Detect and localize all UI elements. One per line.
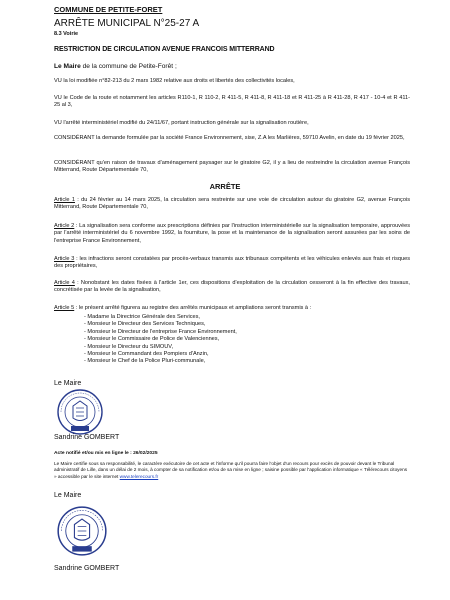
vu-paragraph-2: VU le Code de la route et notamment les articles R110-1, R 110-2, R 411-5, R 411-8, R 411-18 et R 411-25 à R 411-28, R 417 - 10-4 et R 411- 25 al 3, bbox=[54, 95, 410, 109]
ampliation-list bbox=[84, 314, 237, 366]
article-3: Article 3 : les infractions seront constatées par procès-verbaux transmis aux tribunaux compétents et les véhicules enlevés aux frais et risques des propriétaires, bbox=[54, 256, 410, 270]
considerant-paragraph-2: CONSIDÉRANT qu'en raison de travaux d'aménagement paysager sur le giratoire G2, il y a lieu de restreindre la circulation avenue François Mitterrand, Route Départementale 70, bbox=[54, 160, 410, 174]
article-4: Article 4 : Nonobstant les dates fixées à l'article 1er, ces dispositions d'exploitation de la circulation cesseront à la fin effective des travaux, concrétisée par la levée de la signalisation, bbox=[54, 280, 410, 294]
list-item: - Madame la Directrice Générale des Services, bbox=[84, 314, 200, 320]
signatory-name-1: Sandrine GOMBERT bbox=[54, 434, 120, 441]
signature-label-1: Le Maire bbox=[54, 380, 82, 387]
list-item: - Monsieur le Commandant des Pompiers d'Anzin, bbox=[84, 351, 209, 358]
article-5: Article 5 : le présent arrêté figurera au registre des arrêtés municipaux et ampliations seront transmis à : bbox=[54, 305, 312, 311]
list-item: - Monsieur le Directeur de l'entreprise France Environnement, bbox=[84, 328, 237, 335]
vu-paragraph-3: VU l'arrêté interministériel modifié du 24/11/67, portant instruction générale sur la signalisation routière, bbox=[54, 120, 309, 126]
vu-paragraph-1: VU la loi modifiée n°82-213 du 2 mars 1982 relative aux droits et libertés des collectivités locales, bbox=[54, 78, 295, 84]
telerecours-link[interactable]: www.telerecours.fr bbox=[119, 473, 159, 479]
considerant-paragraph-1: CONSIDÉRANT la demande formulée par la société France Environnement, sise, Z.A les Marlières, 59710 Avelin, en date du 19 février 2025, bbox=[54, 135, 405, 141]
signature-label-2: Le Maire bbox=[54, 492, 82, 499]
category-label: 8.3 Voirie bbox=[54, 31, 79, 37]
arrete-number: ARRÊTE MUNICIPAL N°25-27 A bbox=[54, 18, 200, 29]
list-item: - Monsieur le Commissaire de Police de Valenciennes, bbox=[84, 336, 220, 343]
signatory-name-2: Sandrine GOMBERT bbox=[54, 565, 120, 572]
document-title: RESTRICTION DE CIRCULATION AVENUE FRANCOIS MITTERRAND bbox=[54, 46, 275, 53]
list-item: - Monsieur le Directeur des Services Techniques, bbox=[84, 321, 206, 328]
maire-intro: Le Maire de la commune de Petite-Forêt ; bbox=[54, 63, 177, 70]
mairie-seal-icon bbox=[56, 505, 108, 557]
commune-name: COMMUNE DE PETITE-FORET bbox=[54, 5, 163, 14]
legal-notice: Le Maire certifie sous sa responsabilité, le caractère exécutoire de cet acte et l'informe qu'il pourra faire l'objet d'un recours pour excès de pouvoir devant le Tribunal administratif de Lille, dans un délai de 2 mois, à compter de sa notification et/ou de sa mise en ligne ; saisine possible par l'application informatique « Télérecours citoyens » accessible par le site internet www.telerecours.fr bbox=[54, 461, 408, 479]
mairie-seal-icon bbox=[56, 388, 104, 436]
article-2: Article 2 : La signalisation sera conforme aux prescriptions définies par l'instruction interministérielle sur la signalisation temporaire, approuvées par l'arrêté interministériel du 6 novembre 1992, la fourniture, la pose et la maintenance de la signalisation seront assurées par les soins de l'entreprise France Environnement, bbox=[54, 223, 410, 244]
list-item: - Monsieur le Chef de la Police Pluri-communale, bbox=[84, 358, 206, 365]
list-item: - Monsieur le Directeur du SIMOUV, bbox=[84, 343, 174, 350]
publication-date: Acte notifié et/ou mis en ligne le : 26/02/2025 bbox=[54, 451, 158, 456]
arrete-heading: ARRÊTE bbox=[209, 182, 241, 191]
article-1: Article 1 : du 24 février au 14 mars 2025, la circulation sera restreinte sur une voie de circulation autour du giratoire G2, avenue François Mitterrand, Route Départementale 70, bbox=[54, 197, 410, 211]
